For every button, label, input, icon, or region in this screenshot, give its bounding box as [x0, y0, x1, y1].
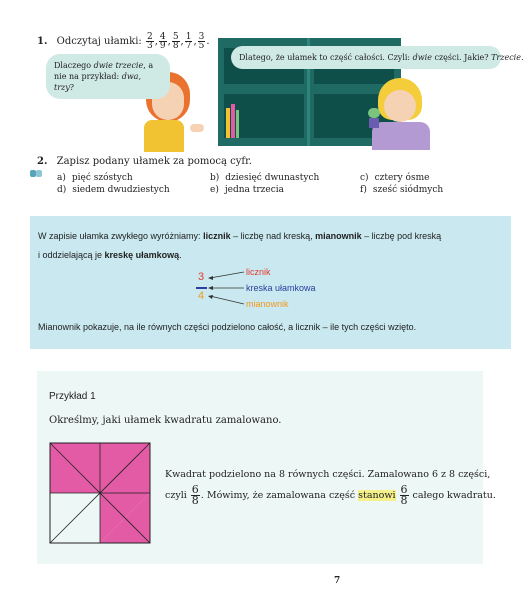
- definition-line-2: i oddzielającą je kreskę ułamkową.: [38, 250, 182, 260]
- option-letter: d): [57, 185, 67, 195]
- highlighted-word: stanowi: [358, 490, 396, 501]
- exercise-2-text: Zapisz podany ułamek za pomocą cyfr.: [56, 156, 252, 167]
- answer-fraction-1: $\frac{6}{8}$: [191, 483, 199, 507]
- definition-line-1: W zapisie ułamka zwykłego wyróżniamy: licznik – liczbę nad kreską, mianownik – liczbę pod kreską: [38, 231, 442, 241]
- fraction-2: $\frac{4}{9}$: [159, 32, 166, 51]
- option-letter: e): [210, 185, 219, 195]
- option-letter: b): [210, 173, 220, 183]
- option-text: jedna trzecia: [224, 185, 285, 195]
- exercise-1-fractions: [145, 32, 210, 51]
- option-4: [57, 185, 170, 195]
- definition-summary: Mianownik pokazuje, na ile równych części podzielono całość, a licznik – ile tych części wzięto.: [38, 322, 417, 332]
- example-title: Przykład 1: [49, 391, 96, 402]
- speech-bubble-right: Dlatego, że ułamek to część całości. Czyli: dwie części. Jakie? Trzecie.: [231, 46, 501, 69]
- exercise-1-heading: [37, 33, 210, 50]
- option-letter: c): [360, 173, 369, 183]
- exercise-2-heading: [37, 156, 252, 167]
- fraction-3: $\frac{5}{8}$: [172, 32, 179, 51]
- label-licznik: licznik: [246, 267, 271, 277]
- definition-box: [30, 216, 511, 349]
- option-letter: a): [57, 173, 66, 183]
- example-answer-line-2: czyli $\frac{6}{8}$ . Mówimy, że zamalowana część stanowi $\frac{6}{8}$ całego kwadratu.: [165, 483, 496, 507]
- separator: ,: [154, 36, 158, 47]
- plant-icon: [365, 108, 383, 128]
- fraction-arrows: [206, 264, 246, 308]
- fraction-denominator: 4: [198, 290, 205, 302]
- exercise-2-number: 2.: [37, 156, 48, 167]
- example-question: Określmy, jaki ułamek kwadratu zamalowano.: [49, 415, 282, 426]
- option-5: [210, 185, 284, 195]
- term-mianownik: mianownik: [315, 231, 362, 241]
- option-1: [57, 173, 133, 183]
- option-3: [360, 173, 429, 183]
- separator: ,: [193, 36, 197, 47]
- puzzle-icon: [30, 169, 44, 178]
- option-text: dziesięć dwunastych: [225, 173, 320, 183]
- option-6: [360, 185, 443, 195]
- term-licznik: licznik: [203, 231, 231, 241]
- fraction-5: $\frac{3}{5}$: [198, 32, 205, 51]
- example-box: [37, 371, 496, 564]
- fraction-numerator: 3: [198, 271, 205, 283]
- option-letter: f): [360, 185, 367, 195]
- label-kreska: kreska ułamkowa: [246, 283, 316, 293]
- separator: .: [206, 36, 210, 47]
- option-text: cztery ósme: [374, 173, 430, 183]
- separator: ,: [167, 36, 171, 47]
- exercise-1-number: 1.: [37, 36, 48, 47]
- example-answer-line-1: Kwadrat podzielono na 8 równych części. Zamalowano 6 z 8 części,: [165, 469, 491, 480]
- answer-fraction-2: $\frac{6}{8}$: [400, 483, 408, 507]
- fraction-1: $\frac{2}{3}$: [146, 32, 153, 51]
- fraction-4: $\frac{1}{7}$: [185, 32, 192, 51]
- option-text: pięć szóstych: [71, 173, 133, 183]
- page-number: 7: [334, 576, 341, 586]
- option-text: siedem dwudziestych: [72, 185, 170, 195]
- shaded-square: [50, 443, 150, 543]
- speech-bubble-left: Dlaczego dwie trzecie, a nie na przykład: dwa, trzy?: [46, 54, 170, 99]
- label-mianownik: mianownik: [246, 299, 289, 309]
- separator: ,: [180, 36, 184, 47]
- exercise-1-text: Odczytaj ułamki:: [56, 36, 142, 47]
- term-kreska: kreskę ułamkową: [104, 250, 180, 260]
- option-text: sześć siódmych: [372, 185, 444, 195]
- option-2: [210, 173, 319, 183]
